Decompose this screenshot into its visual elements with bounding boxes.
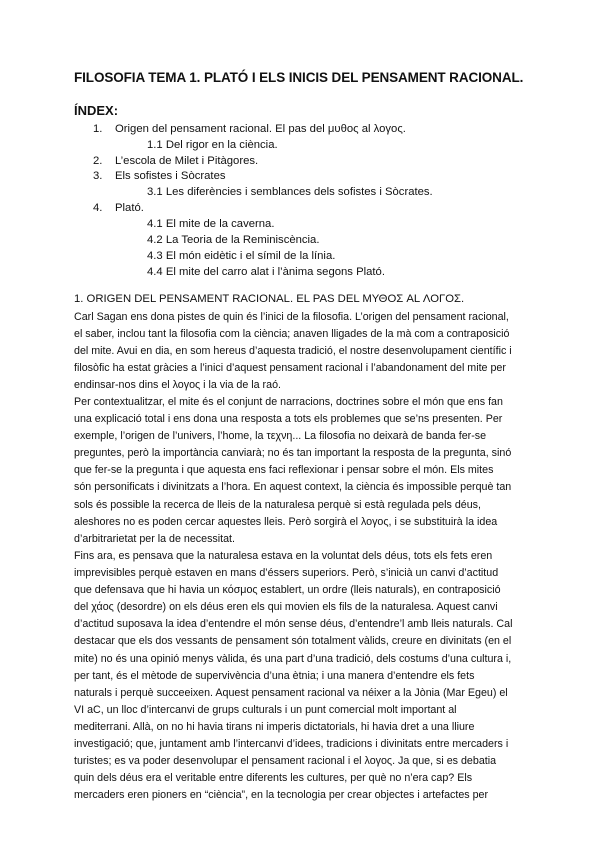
paragraph-line: mercaders eren pioners en “ciència”, en la tecnologia per crear objectes i artefactes per [74,789,489,802]
paragraph-line: per tant, és el mètode de supervivència d’una ètnia; i una manera d’entendre els fets [74,669,475,682]
toc-number: 1. [93,123,103,135]
toc-item-3 [93,170,226,182]
paragraph-line: destacar que els dos vessants de pensament són totalment vàlids, creure en divinitats (en el [74,635,512,648]
paragraph-line: una explicació total i ens dona una resposta a tots els problemes que se’ns presenten. Per [74,413,503,426]
paragraph-2 [74,394,544,548]
toc-text: 4.2 La Teoria de la Reminiscència. [147,234,320,246]
paragraph-line: mediterrani. Allà, on no hi havia tirans ni imperis dictatorials, hi havia dret a una lliure [74,720,475,733]
paragraph-line: del mite. Avui en dia, en som hereus d’aquesta tradició, el nostre desenvolupament científic i [74,345,512,358]
paragraph-line: investigació; que, juntament amb l’intercanvi d’idees, tradicions i divinitats entre mercaders i [74,738,509,751]
toc-number: 3. [93,170,103,182]
toc-text: Origen del pensament racional. El pas del μυθος al λογος. [115,123,406,135]
toc-number: 2. [93,155,103,167]
toc-text: 3.1 Les diferències i semblances dels sofistes i Sòcrates. [147,186,433,198]
index-heading: ÍNDEX: [74,103,119,118]
paragraph-line: filosòfic ha estat gràcies a l’inici d’aquest pensament racional i l’abandonament del mite per [74,362,506,375]
paragraph-3 [74,548,544,804]
toc-item-4-1 [147,218,274,230]
paragraph-line: Fins ara, es pensava que la naturalesa estava en la voluntat dels déus, tots els fets eren [74,550,493,562]
paragraph-line: quin dels déus era el veritable entre diferents les cultures, per què no n’era cap? Els [74,772,473,785]
document-title: FILOSOFIA TEMA 1. PLATÓ I ELS INICIS DEL PENSAMENT RACIONAL. [74,70,524,85]
paragraph-line: Carl Sagan ens dona pistes de quin és l’inici de la filosofia. L’origen del pensament racional, [74,311,509,323]
toc-text: 4.4 El mite del carro alat i l’ànima segons Plató. [147,266,385,278]
toc-text: Plató. [115,202,144,214]
paragraph-line: que fer-se la pregunta i que aquesta ens faci reflexionar i pensar sobre el món. Els mites [74,464,494,477]
toc-text: 4.1 El mite de la caverna. [147,218,275,230]
toc-item-2 [93,155,258,167]
paragraph-line: del χάος (desordre) on els déus eren els qui movien els fils de la naturalesa. Aquest canvi [74,601,498,614]
paragraph-line: que defensava que hi havia un κόσμος establert, un ordre (lleis naturals), en contraposició [74,584,501,597]
toc-item-1-1 [147,139,278,151]
paragraph-line: d’arbitrarietat per la de necessitat. [74,532,235,545]
toc-item-1 [93,123,406,135]
paragraph-line: turistes; es va poder desenvolupar el pensament racional i el λογος. Ja que, si es debatia [74,755,497,768]
paragraph-line: sols és possible la recerca de lleis de la naturalesa perquè si està regulada pels déus, [74,498,481,511]
section-heading: 1. ORIGEN DEL PENSAMENT RACIONAL. EL PAS DEL ΜΥΘΟΣ AL ΛΟΓΟΣ. [74,293,465,305]
toc-number: 4. [93,202,103,214]
paragraph-line: preguntes, però la importància canviarà; no és tan important la resposta de la pregunta, sinó [74,447,512,460]
toc-text: 4.3 El món eidètic i el símil de la línia. [147,250,336,262]
toc-item-4-4 [147,266,385,278]
toc-text: L’escola de Milet i Pitàgores. [115,155,259,167]
paragraph-line: Per contextualitzar, el mite és el conjunt de narracions, doctrines sobre el món que ens fan [74,396,503,408]
paragraph-line: són personificats i divinitzats a l’hora. En aquest context, la ciència és impossible perquè tan [74,481,512,494]
paragraph-line: naturals i perquè succeeixen. Aquest pensament racional va néixer a la Jònia (Mar Egeu) el [74,686,508,699]
toc-item-4-2 [147,234,319,246]
paragraph-line: exemple, l’origen de l’univers, l’home, la τεχνη... La filosofia no deixarà de banda fer-se [74,430,487,443]
toc-item-4 [93,202,144,214]
paragraph-line: VI aC, un lloc d’intercanvi de grups culturals i un punt comercial molt important al [74,703,457,716]
paragraph-line: d’actitud suposava la idea d’entendre el món sense déus, d’entendre’l amb lleis naturals. Cal [74,618,513,631]
paragraph-line: mite) no és una opinió menys vàlida, és una part d’una tradició, dels costums d’una cultura i, [74,652,512,665]
toc-item-4-3 [147,250,335,262]
paragraph-line: el saber, inclou tant la filosofia com la ciència; anaven lligades de la mà com a contraposició [74,328,510,341]
paragraph-line: aleshores no es poden cercar aquestes lleis. Però sorgirà el λογος, i se substituirà la idea [74,515,498,528]
toc-item-3-1 [147,186,433,198]
paragraph-line: endinsar-nos dins el λογος i la via de la raó. [74,379,281,392]
paragraph-1 [74,309,544,394]
paragraph-line: imprevisibles perquè estaven en mans d’éssers superiors. Però, s’inicià un canvi d’actitud [74,567,499,580]
toc-text: 1.1 Del rigor en la ciència. [147,139,278,151]
toc-text: Els sofistes i Sòcrates [115,170,226,182]
